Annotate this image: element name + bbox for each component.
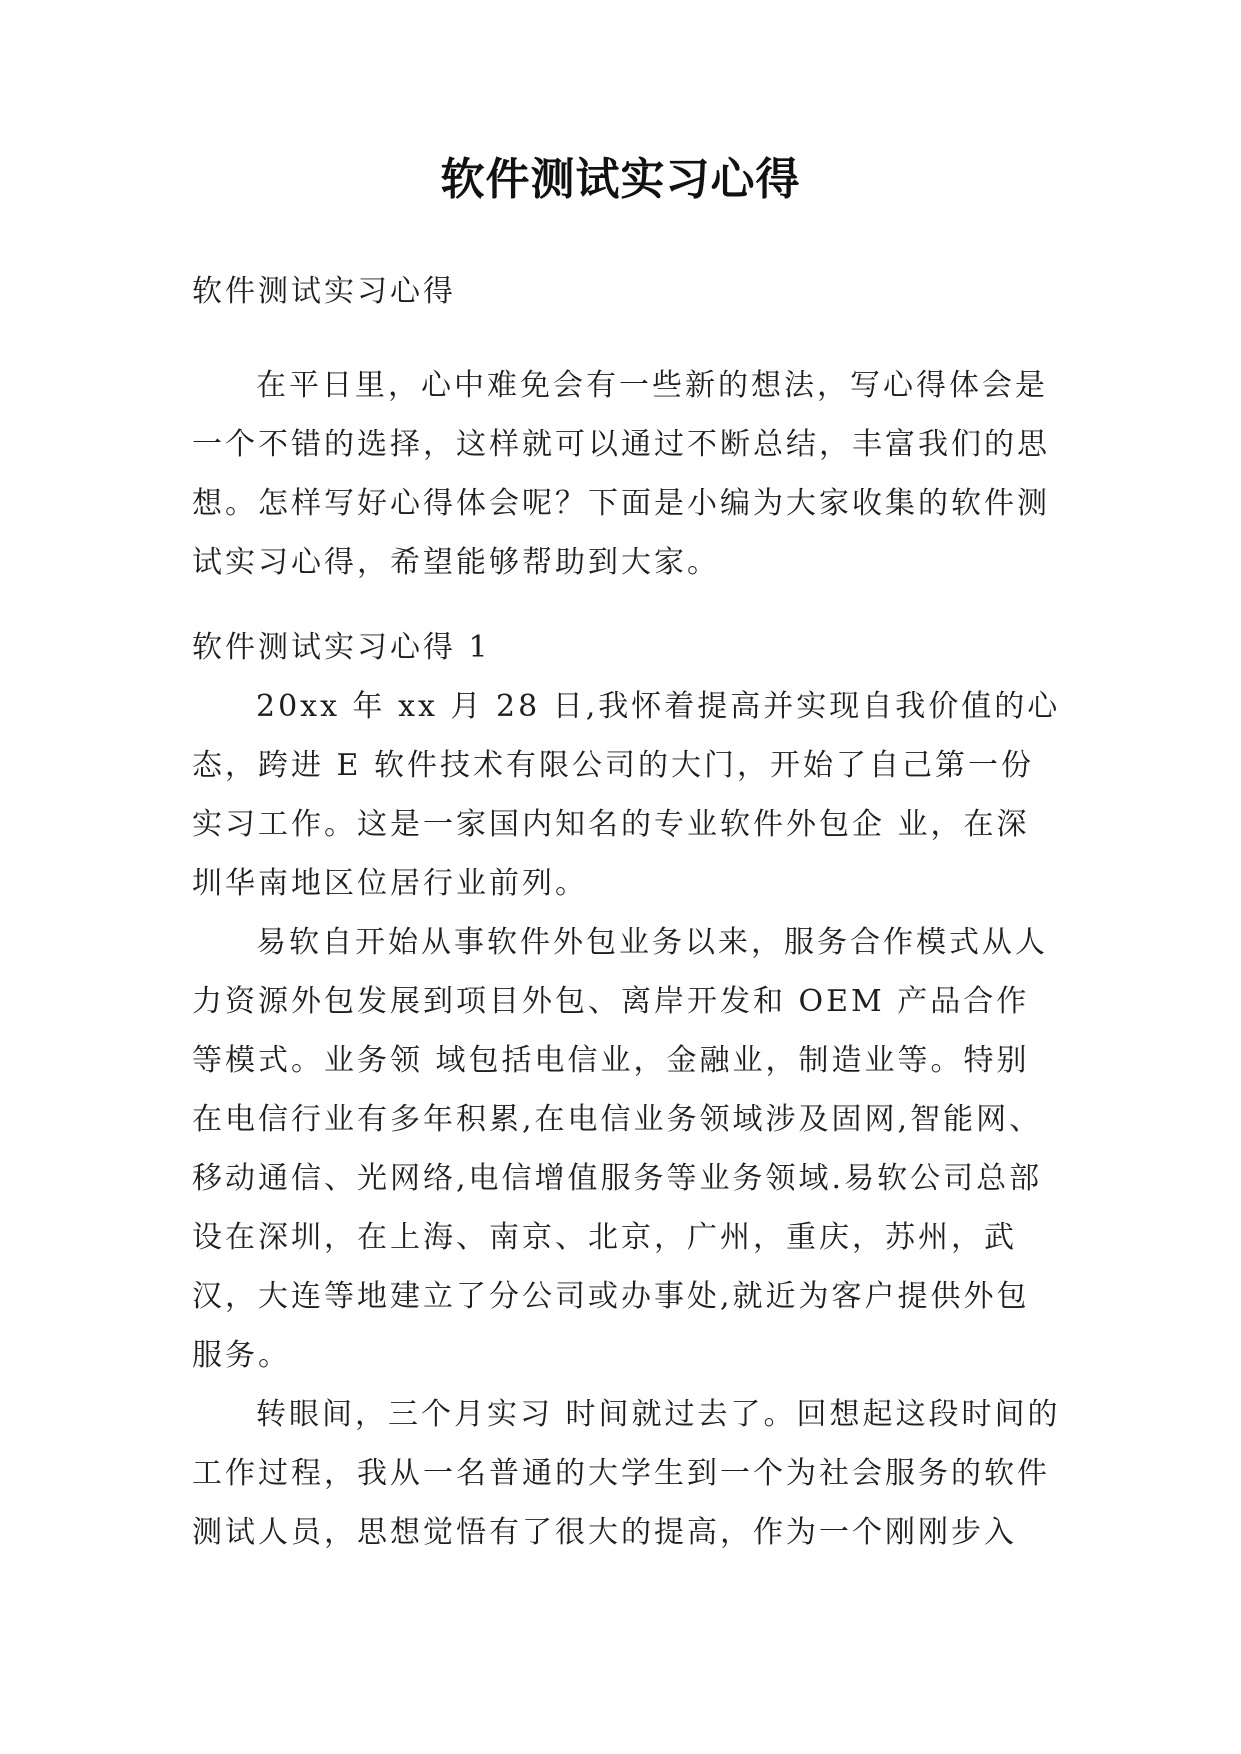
section-1 (192, 618, 1062, 1562)
section-1-paragraph-1: 20xx 年 xx 月 28 日,我怀着提高并实现自我价值的心态，跨进 E 软件技术有限公司的大门，开始了自己第一份实习工作。这是一家国内知名的专业软件外包企 业，在深圳华南地区位居行业前列。 (192, 689, 1061, 901)
document-subtitle-block (192, 262, 1062, 321)
document-title: 软件测试实习心得 (440, 154, 801, 205)
intro-paragraph: 在平日里，心中难免会有一些新的想法，写心得体会是一个不错的选择，这样就可以通过不断总结，丰富我们的思想。怎样写好心得体会呢？下面是小编为大家收集的软件测试实习心得，希望能够帮助到大家。 (192, 368, 1050, 580)
intro-block (192, 356, 1062, 592)
section-1-paragraph-2: 易软自开始从事软件外包业务以来，服务合作模式从人力资源外包发展到项目外包、离岸开发和 OEM 产品合作等模式。业务领 域包括电信业，金融业，制造业等。特别在电信行业有多年积累,在电信业务领域涉及固网,智能网、移动通信、光网络,电信增值服务等业务领域.易软公司总部 设在深圳，在上海、南京、北京，广州，重庆，苏州，武汉，大连等地建立了分公司或办事处,就近为客户提供外包服务。 (192, 925, 1048, 1373)
section-1-paragraph-3: 转眼间，三个月实习 时间就过去了。回想起这段时间的工作过程，我从一名普通的大学生到一个为社会服务的软件测试人员，思想觉悟有了很大的提高，作为一个刚刚步入 (192, 1397, 1061, 1550)
document-subtitle: 软件测试实习心得 (192, 274, 456, 309)
section-1-heading: 软件测试实习心得 1 (192, 630, 491, 665)
